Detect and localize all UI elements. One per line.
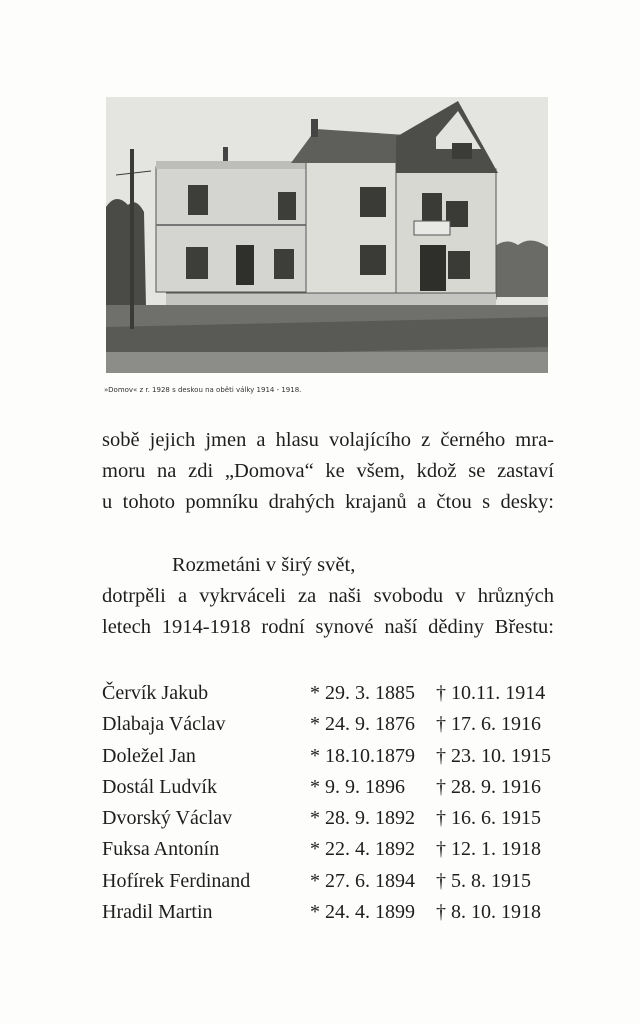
birth-date: * 22. 4. 1892 — [310, 838, 415, 861]
death-date: † 8. 10. 1918 — [436, 901, 541, 924]
soldier-name: Červík Jakub — [102, 682, 209, 704]
roster-row — [102, 834, 562, 865]
birth-date: * 28. 9. 1892 — [310, 807, 415, 830]
soldier-name: Dlabaja Václav — [102, 713, 226, 736]
intro-line: sobě jejich jmen a hlasu volajícího z černého mra- — [102, 429, 554, 451]
inscription-line: dotrpěli a vykrváceli za naši svobodu v hrůzných — [102, 585, 554, 607]
death-date: † 5. 8. 1915 — [436, 869, 531, 892]
inscription-line: Rozmetáni v širý svět, — [172, 554, 356, 576]
inscription-line: letech 1914-1918 rodní synové naší dědiny Břestu: — [102, 616, 554, 638]
birth-date: * 24. 4. 1899 — [310, 901, 415, 924]
soldier-name: Hofírek Ferdinand — [102, 869, 251, 892]
soldier-name: Dostál Ludvík — [102, 775, 217, 798]
roster-row — [102, 772, 562, 803]
soldier-name: Dvorský Václav — [102, 807, 233, 830]
birth-date: * 9. 9. 1896 — [310, 775, 405, 798]
domov-house-photo — [106, 97, 548, 373]
death-date: † 17. 6. 1916 — [436, 713, 541, 736]
photo-caption: »Domov« z r. 1928 s deskou na oběti války 1914 - 1918. — [104, 386, 302, 394]
death-date: † 12. 1. 1918 — [436, 838, 541, 861]
intro-line: u tohoto pomníku drahých krajanů a čtou s desky: — [102, 491, 554, 513]
memorial-inscription — [102, 550, 554, 643]
intro-paragraph — [102, 425, 554, 518]
roster-row — [102, 741, 562, 772]
death-date: † 16. 6. 1915 — [436, 807, 541, 830]
roster-row — [102, 709, 562, 740]
soldier-name: Doležel Jan — [102, 744, 196, 767]
roster-row — [102, 678, 562, 709]
roster-row — [102, 897, 562, 928]
birth-date: * 24. 9. 1876 — [310, 713, 415, 736]
roster-row — [102, 803, 562, 834]
death-date: † 28. 9. 1916 — [436, 775, 541, 798]
roster-row — [102, 866, 562, 897]
death-date: † 23. 10. 1915 — [436, 744, 551, 767]
birth-date: * 27. 6. 1894 — [310, 869, 415, 892]
fallen-roster — [102, 678, 562, 928]
soldier-name: Hradil Martin — [102, 901, 213, 924]
intro-line: moru na zdi „Domova“ ke všem, kdož se zastaví — [102, 460, 554, 482]
soldier-name: Fuksa Antonín — [102, 838, 220, 861]
birth-date: * 29. 3. 1885 — [310, 682, 415, 704]
birth-date: * 18.10.1879 — [310, 744, 415, 767]
death-date: † 10.11. 1914 — [436, 682, 546, 704]
